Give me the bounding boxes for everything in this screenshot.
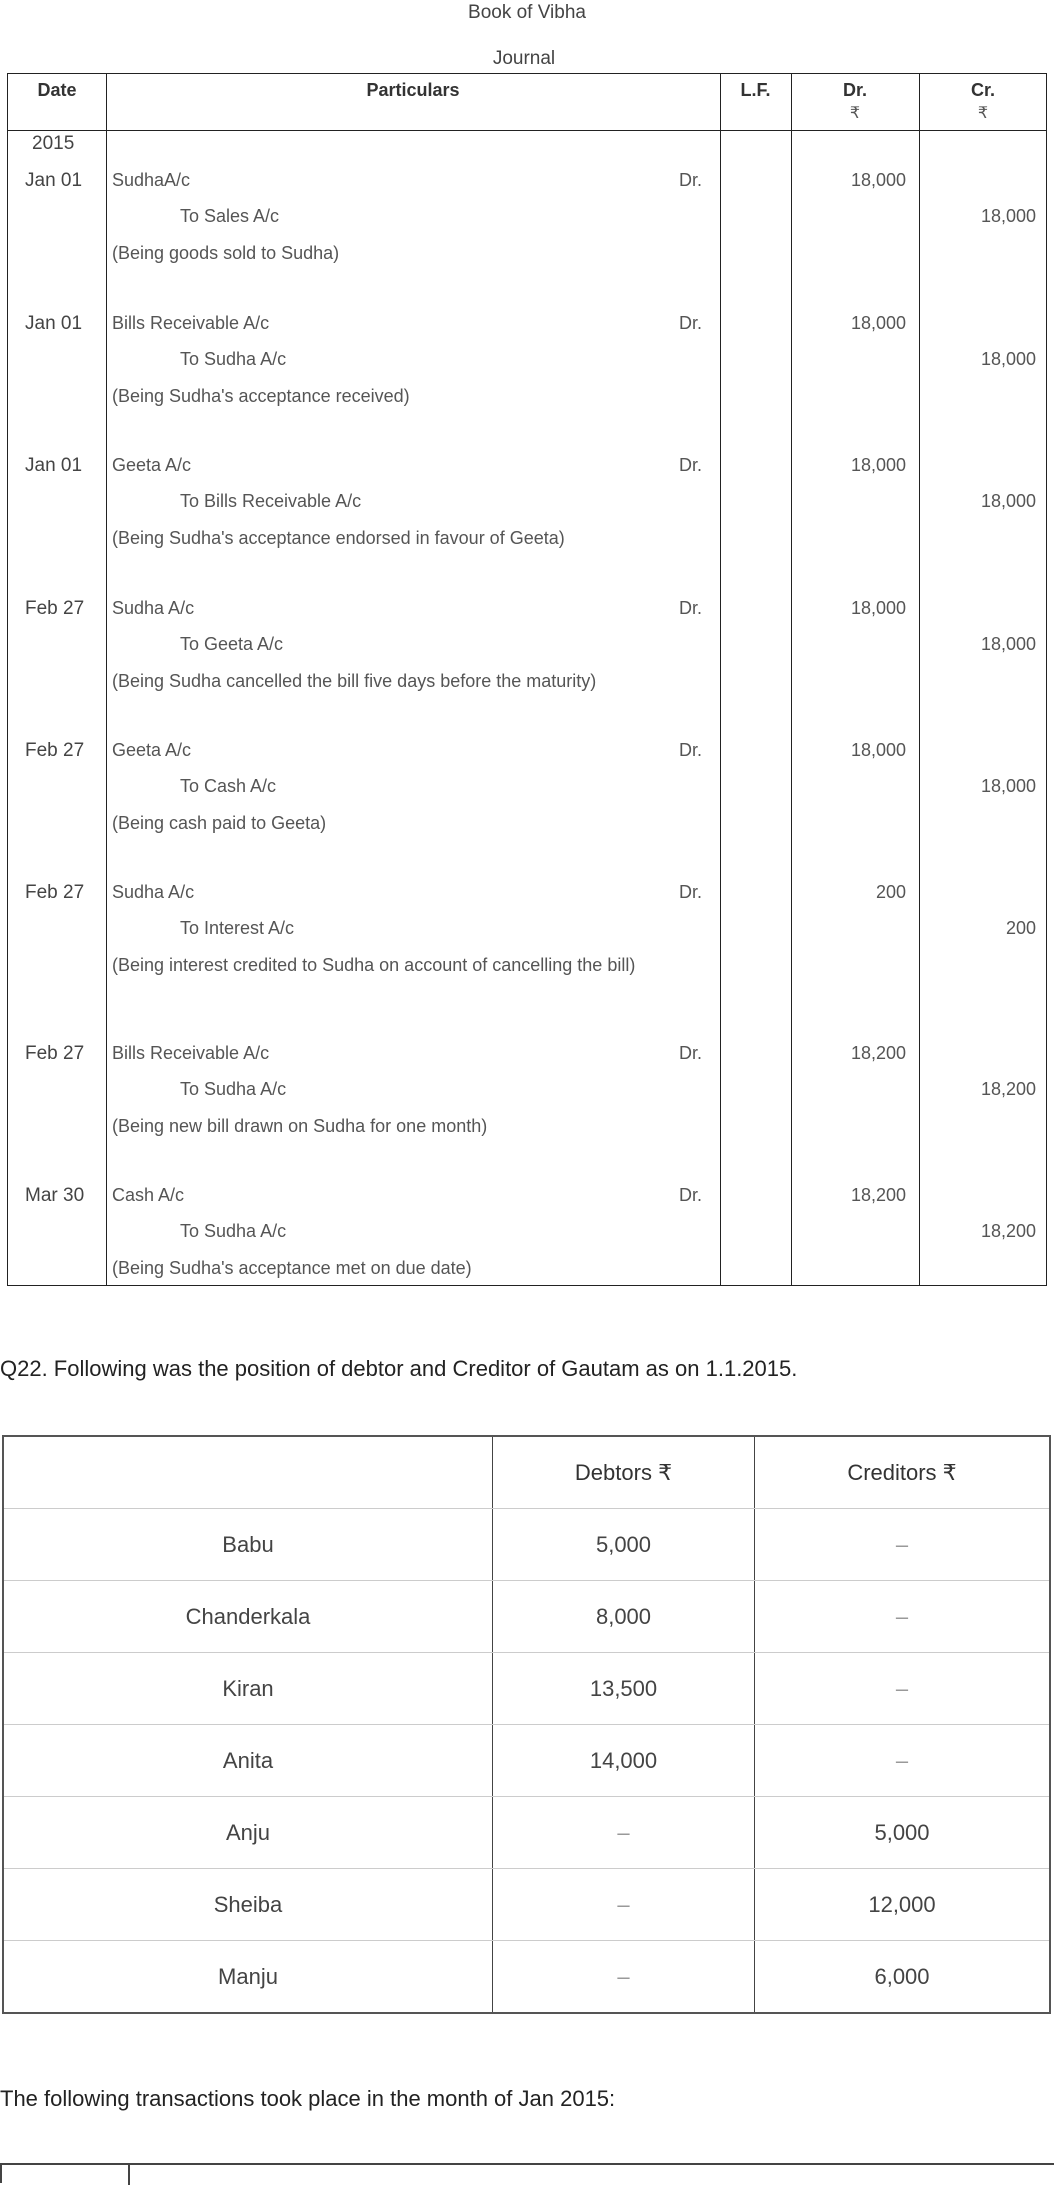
creditors-amount: –: [755, 1509, 1051, 1581]
party-name: Anita: [3, 1725, 493, 1797]
entry-dr-amount: 18,000: [850, 313, 906, 333]
entry-credit-account: To Interest A/c: [180, 918, 295, 938]
table-row: [3, 1797, 1050, 1869]
header-divider: [8, 130, 1046, 131]
entry-date: Feb 27: [25, 882, 85, 903]
entry-credit-account: To Sales A/c: [180, 206, 280, 226]
party-name: Anju: [3, 1797, 493, 1869]
table-row: [3, 1653, 1050, 1725]
entry-dr-marker: Dr.: [679, 740, 703, 760]
debtors-amount: –: [493, 1869, 755, 1941]
col-header-dr: [791, 80, 919, 123]
entry-cr-amount: 18,200: [980, 1079, 1036, 1099]
column-divider: [919, 74, 920, 1285]
debtors-amount: 14,000: [493, 1725, 755, 1797]
entry-narration: (Being cash paid to Geeta): [112, 813, 327, 833]
creditors-amount: 6,000: [755, 1941, 1051, 2014]
debtors-amount: 8,000: [493, 1581, 755, 1653]
entry-dr-amount: 18,000: [850, 170, 906, 190]
entry-credit-account: To Bills Receivable A/c: [180, 491, 362, 511]
entry-credit-account: To Sudha A/c: [180, 349, 287, 369]
entry-debit-account: SudhaA/c: [112, 170, 191, 190]
entry-credit-account: To Sudha A/c: [180, 1221, 287, 1241]
question-text: Q22. Following was the position of debtor and Creditor of Gautam as on 1.1.2015.: [0, 1356, 798, 1381]
entry-date: Feb 27: [25, 740, 85, 761]
column-divider: [791, 74, 792, 1285]
rupee-symbol: ₹: [849, 105, 861, 122]
column-divider: [128, 2165, 130, 2185]
party-name: Kiran: [3, 1653, 493, 1725]
table-row: [3, 1869, 1050, 1941]
journal-title: Journal: [492, 48, 556, 69]
debtors-amount: 13,500: [493, 1653, 755, 1725]
table-row: [3, 1509, 1050, 1581]
entry-cr-amount: 18,000: [980, 206, 1036, 226]
entry-credit-account: To Sudha A/c: [180, 1079, 287, 1099]
party-name: Babu: [3, 1509, 493, 1581]
entry-date: Jan 01: [25, 455, 83, 476]
entry-dr-amount: 18,000: [850, 740, 906, 760]
entry-date: Jan 01: [25, 170, 83, 191]
book-title: Book of Vibha: [468, 2, 586, 23]
entry-debit-account: Sudha A/c: [112, 598, 195, 618]
entry-narration: (Being Sudha's acceptance received): [112, 386, 410, 406]
entry-narration: (Being Sudha's acceptance met on due date): [112, 1258, 472, 1278]
entry-credit-account: To Geeta A/c: [180, 634, 284, 654]
entry-dr-marker: Dr.: [679, 170, 703, 190]
entry-narration: (Being Sudha cancelled the bill five days before the maturity): [112, 671, 597, 691]
entry-date: Feb 27: [25, 598, 85, 619]
entry-cr-amount: 18,200: [980, 1221, 1036, 1241]
entry-date: Feb 27: [25, 1043, 85, 1064]
entry-debit-account: Geeta A/c: [112, 455, 192, 475]
entry-date: Mar 30: [25, 1185, 85, 1206]
col-header-name: [3, 1436, 493, 1509]
transactions-intro: The following transactions took place in the month of Jan 2015:: [0, 2086, 616, 2111]
column-divider: [106, 74, 107, 1285]
entry-debit-account: Sudha A/c: [112, 882, 195, 902]
creditors-amount: 5,000: [755, 1797, 1051, 1869]
entry-dr-amount: 18,200: [850, 1043, 906, 1063]
entry-dr-marker: Dr.: [679, 598, 703, 618]
transactions-table-top: [0, 2163, 1054, 2183]
entry-credit-account: To Cash A/c: [180, 776, 277, 796]
col-header-lf: L.F.: [740, 80, 771, 100]
entry-cr-amount: 18,000: [980, 634, 1036, 654]
entry-cr-amount: 18,000: [980, 491, 1036, 511]
table-header-row: [3, 1436, 1050, 1509]
entry-debit-account: Geeta A/c: [112, 740, 192, 760]
entry-debit-account: Cash A/c: [112, 1185, 185, 1205]
creditors-amount: –: [755, 1581, 1051, 1653]
entry-debit-account: Bills Receivable A/c: [112, 1043, 270, 1063]
entry-date: Jan 01: [25, 313, 83, 334]
col-header-particulars: Particulars: [366, 80, 460, 100]
debtors-amount: –: [493, 1797, 755, 1869]
entry-narration: (Being new bill drawn on Sudha for one month): [112, 1116, 488, 1136]
entry-narration: (Being Sudha's acceptance endorsed in favour of Geeta): [112, 528, 565, 548]
entry-narration: (Being goods sold to Sudha): [112, 243, 340, 263]
debtors-creditors-table: [2, 1435, 1051, 2014]
entry-dr-amount: 18,000: [850, 455, 906, 475]
table-row: [3, 1941, 1050, 2014]
entry-dr-amount: 18,200: [850, 1185, 906, 1205]
entry-dr-marker: Dr.: [679, 1185, 703, 1205]
debtors-amount: –: [493, 1941, 755, 2014]
table-row: [3, 1581, 1050, 1653]
col-header-creditors: Creditors ₹: [755, 1436, 1051, 1509]
rupee-symbol: ₹: [977, 105, 989, 122]
col-header-debtors: Debtors ₹: [493, 1436, 755, 1509]
col-header-cr: [919, 80, 1047, 123]
journal-table: [7, 73, 1047, 1286]
entry-dr-marker: Dr.: [679, 455, 703, 475]
entry-dr-marker: Dr.: [679, 313, 703, 333]
creditors-amount: –: [755, 1725, 1051, 1797]
entry-debit-account: Bills Receivable A/c: [112, 313, 270, 333]
entry-cr-amount: 200: [1005, 918, 1036, 938]
entry-narration: (Being interest credited to Sudha on account of cancelling the bill): [112, 955, 636, 975]
entry-dr-marker: Dr.: [679, 1043, 703, 1063]
col-header-date: Date: [37, 80, 77, 100]
debtors-amount: 5,000: [493, 1509, 755, 1581]
column-divider: [720, 74, 721, 1285]
entry-cr-amount: 18,000: [980, 776, 1036, 796]
creditors-amount: 12,000: [755, 1869, 1051, 1941]
entry-cr-amount: 18,000: [980, 349, 1036, 369]
entry-dr-amount: 200: [875, 882, 906, 902]
party-name: Manju: [3, 1941, 493, 2014]
party-name: Sheiba: [3, 1869, 493, 1941]
cr-label: Cr.: [970, 80, 995, 100]
entry-dr-marker: Dr.: [679, 882, 703, 902]
dr-label: Dr.: [842, 80, 867, 100]
table-row: [3, 1725, 1050, 1797]
party-name: Chanderkala: [3, 1581, 493, 1653]
creditors-amount: –: [755, 1653, 1051, 1725]
entry-dr-amount: 18,000: [850, 598, 906, 618]
journal-year: 2015: [32, 133, 75, 154]
